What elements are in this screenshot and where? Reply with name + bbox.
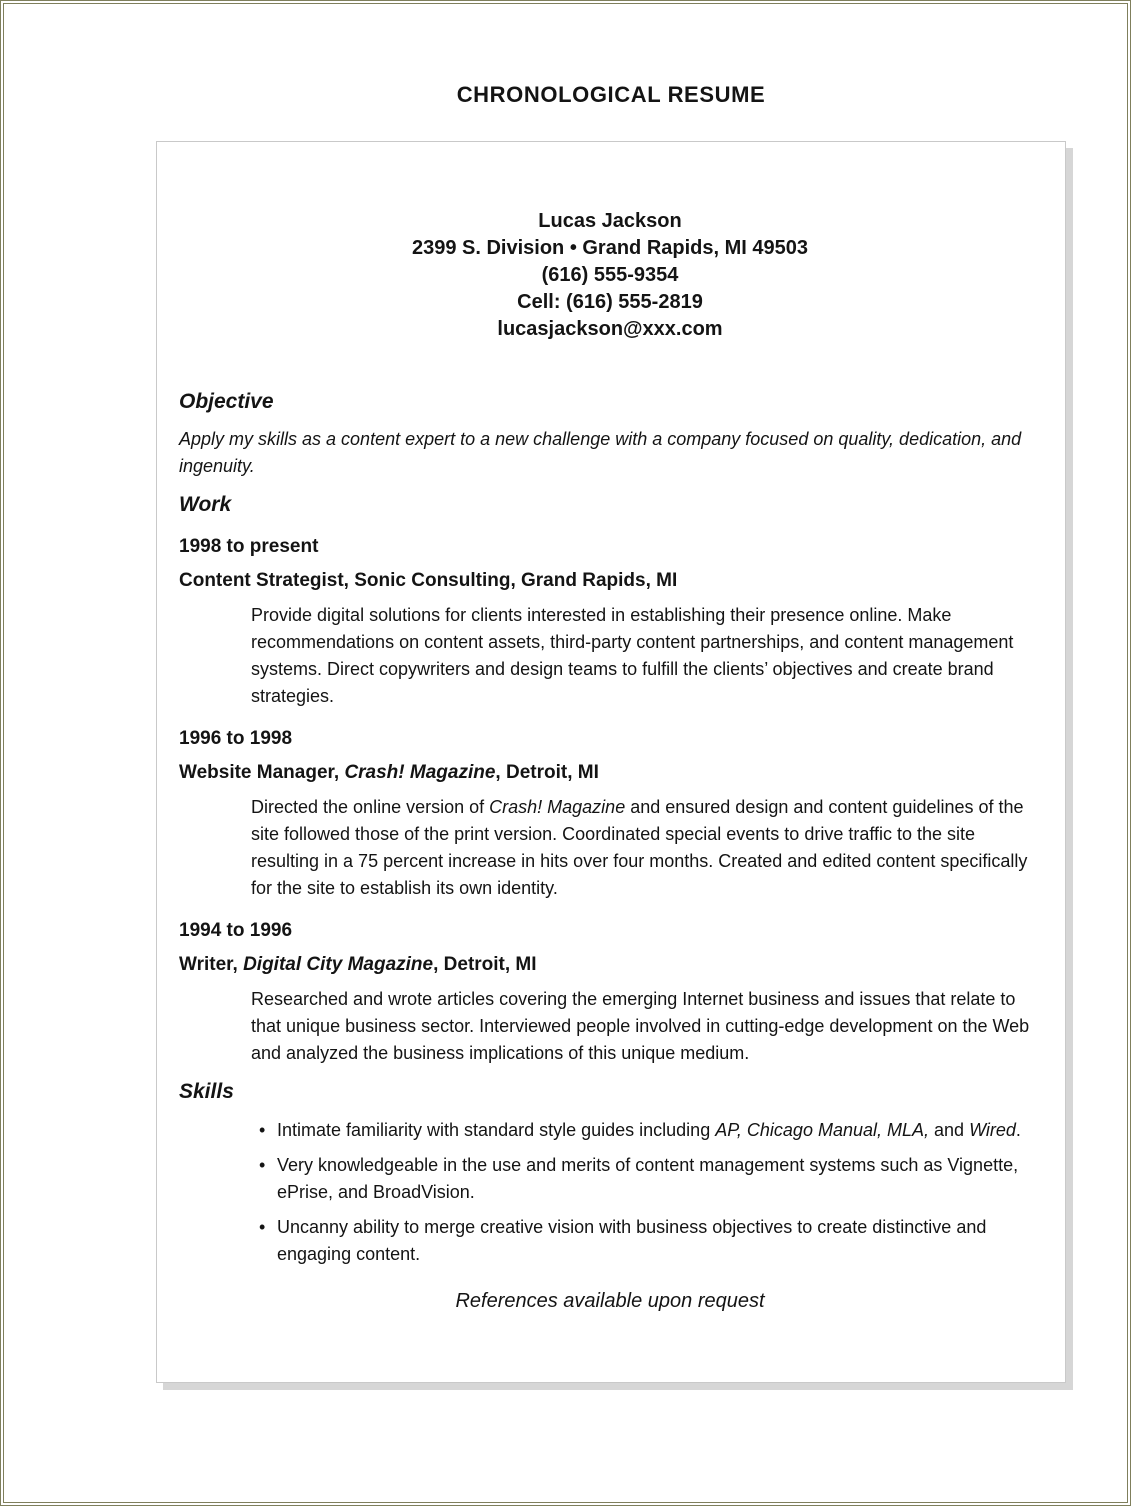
- job-description: [251, 602, 1041, 710]
- skills-item-3: [259, 1214, 1041, 1268]
- text-segment: Directed the online version of: [251, 797, 490, 817]
- text-segment: and ensured design and content guidelines of the site followed those of the print version. Coordinated special events to drive traffic to the site resulting in a 75 percent increase in hits over four months. Created and edited content specifically for the site to establish its own identity.: [251, 797, 1028, 898]
- text-segment-italic: Crash! Magazine: [489, 797, 626, 817]
- contact-email: lucasjackson@xxx.com: [497, 318, 723, 340]
- contact-phone: (616) 555-9354: [541, 264, 679, 286]
- text-segment: .: [1015, 1120, 1021, 1140]
- job-description: [251, 794, 1041, 902]
- skills-list: [259, 1117, 1041, 1268]
- skills-item-2: [259, 1152, 1041, 1206]
- text-segment: Content Strategist, Sonic Consulting, Grand Rapids, MI: [179, 570, 678, 591]
- resume-page: [156, 141, 1066, 1383]
- job-entry-3: [179, 918, 1041, 1067]
- contact-name: Lucas Jackson: [538, 210, 682, 232]
- text-segment-italic: AP, Chicago Manual, MLA,: [715, 1120, 930, 1140]
- section-heading-objective: Objective: [179, 390, 274, 413]
- skills-item-text: [277, 1117, 1021, 1144]
- section-heading-work: Work: [179, 493, 232, 516]
- job-dates: 1998 to present: [179, 536, 319, 557]
- job-dates: 1996 to 1998: [179, 728, 293, 749]
- text-segment: Very knowledgeable in the use and merits of content management systems such as Vignette, ePrise, and BroadVision.: [277, 1155, 1019, 1202]
- text-segment: , Detroit, MI: [495, 762, 599, 783]
- job-title: [179, 568, 1041, 594]
- job-entry-1: [179, 534, 1041, 710]
- text-segment: , Detroit, MI: [433, 954, 537, 975]
- text-segment-italic: Crash! Magazine: [344, 762, 496, 783]
- text-segment: Provide digital solutions for clients interested in establishing their presence online. Make recommendations on content assets, third-party content partnerships, and content management systems. Direct copywriters and design teams to fulfill the clients’ objectives and create brand strategies.: [251, 605, 1014, 706]
- text-segment: Uncanny ability to merge creative vision with business objectives to create distinctive and engaging content.: [277, 1217, 987, 1264]
- contact-cell-phone: Cell: (616) 555-2819: [517, 291, 703, 313]
- text-segment-italic: Wired: [969, 1120, 1016, 1140]
- references-line: References available upon request: [455, 1290, 765, 1312]
- text-segment-italic: Digital City Magazine: [243, 954, 434, 975]
- bullet-icon: •: [259, 1120, 266, 1140]
- objective-text: Apply my skills as a content expert to a new challenge with a company focused on quality, dedication, and ingenuity.: [179, 429, 1022, 476]
- job-title: [179, 760, 1041, 786]
- bullet-icon: •: [259, 1155, 266, 1175]
- contact-block: [179, 208, 1041, 343]
- job-title: [179, 952, 1041, 978]
- contact-address: 2399 S. Division • Grand Rapids, MI 49503: [411, 237, 809, 259]
- text-segment: Writer,: [179, 954, 244, 975]
- job-description: [251, 986, 1041, 1067]
- text-segment: and: [929, 1120, 970, 1140]
- section-heading-skills: Skills: [179, 1080, 234, 1103]
- bullet-icon: •: [259, 1217, 266, 1237]
- job-dates: 1994 to 1996: [179, 920, 293, 941]
- skills-item-text: [277, 1214, 1041, 1268]
- text-segment: Intimate familiarity with standard style guides including: [277, 1120, 716, 1140]
- text-segment: Researched and wrote articles covering the emerging Internet business and issues that relate to that unique business sector. Interviewed people involved in cutting-edge development on the Web and analyzed the business implications of this unique medium.: [251, 989, 1030, 1063]
- document-title: CHRONOLOGICAL RESUME: [456, 82, 766, 107]
- text-segment: Website Manager,: [179, 762, 345, 783]
- skills-item-text: [277, 1152, 1041, 1206]
- skills-item-1: [259, 1117, 1041, 1144]
- job-entry-2: [179, 726, 1041, 902]
